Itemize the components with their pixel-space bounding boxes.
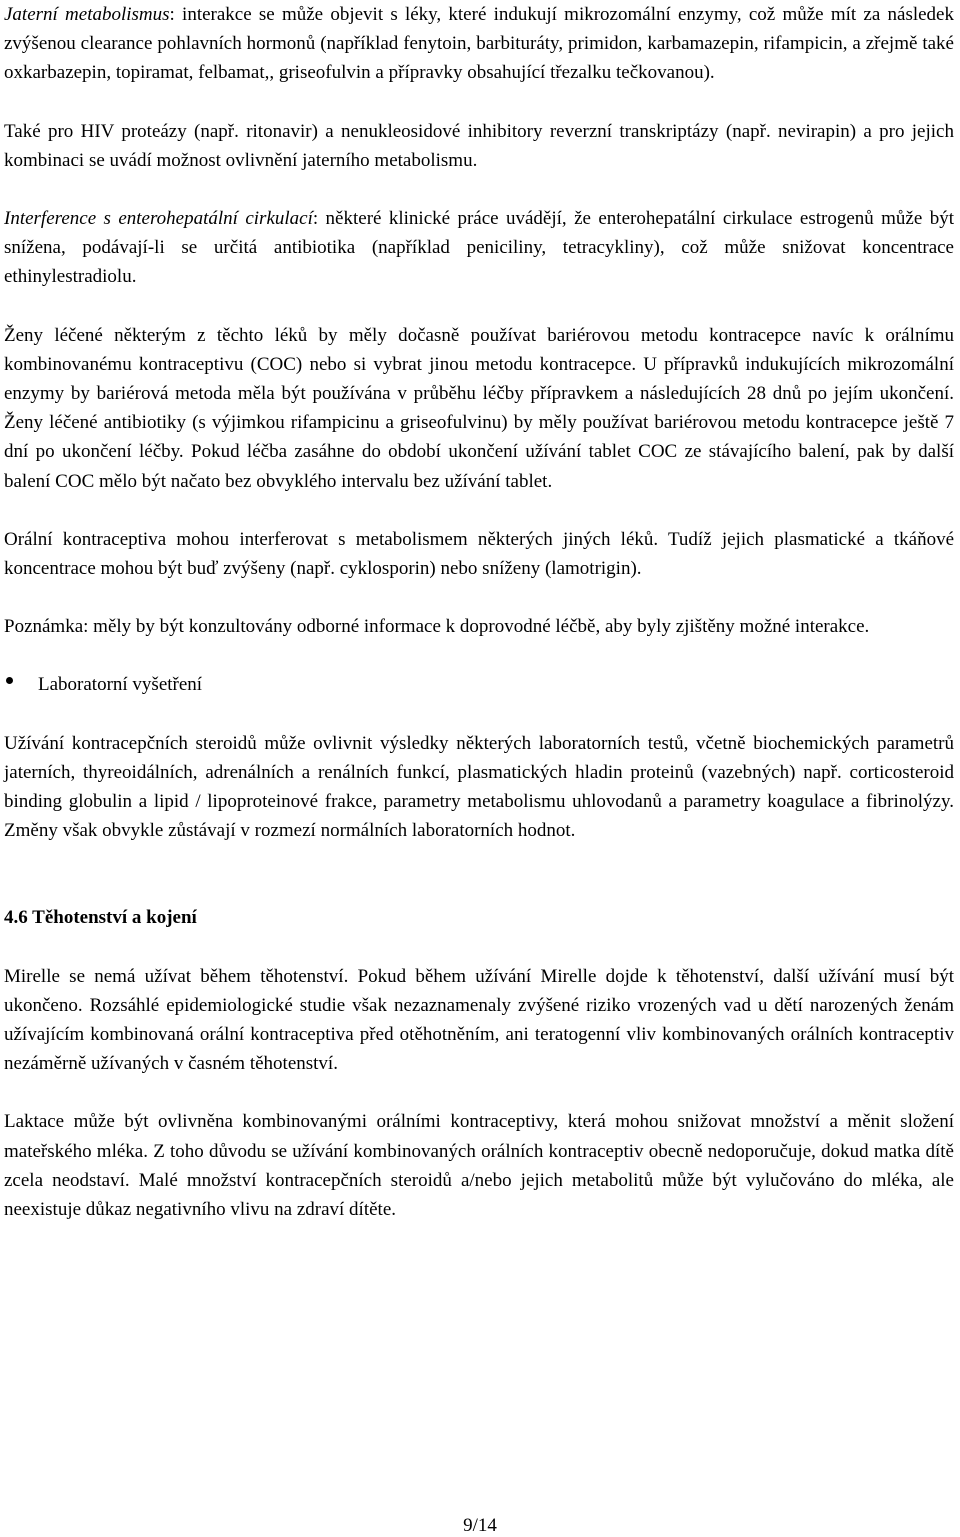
bullet-label: Laboratorní vyšetření [38,674,203,696]
bullet-item-lab-tests [4,670,954,699]
paragraph-text: : některé klinické práce uvádějí, že enterohepatální cirkulace estrogenů může být snížena, podávají-li se určitá antibiotika (například peniciliny, tetracykliny), což může snižovat koncentrace ethinylestradiolu. [4,208,954,288]
paragraph-hepatic-metabolism [4,0,954,88]
paragraph-enterohepatic [4,204,954,292]
paragraph-lab-tests: Užívání kontracepčních steroidů může ovlivnit výsledky některých laboratorních testů, včetně biochemických parametrů jaterních, thyreoidálních, adrenálních a renálních funkcí, plasmatických hladin proteinů (vazebných) např. corticosteroid binding globulin a lipid / lipoproteinové frakce, parametry metabolismu uhlovodanů a parametry koagulace a fibrinolýzy. Změny však obvykle zůstávají v rozmezí normálních laboratorních hodnot. [4,732,954,842]
document-page [4,0,954,1224]
paragraph-text: : interakce se může objevit s léky, které indukují mikrozomální enzymy, což může mít za následek zvýšenou clearance pohlavních hormonů (například fenytoin, barbituráty, primidon, karbamazepin, rifampicin, a zřejmě také oxkarbazepin, topiramat, felbamat,, griseofulvin a přípravky obsahující třezalku tečkovanou). [4,4,954,84]
term-hepatic-metabolism: Jaterní metabolismus [4,4,170,25]
paragraph-note: Poznámka: měly by být konzultovány odborné informace k doprovodné léčbě, aby byly zjištěny možné interakce. [4,616,870,638]
paragraph-barrier-method: Ženy léčené některým z těchto léků by měly dočasně používat bariérovou metodu kontracepce navíc k orálnímu kombinovanému kontraceptivu (COC) nebo si vybrat jinou metodu kontracepce. U přípravků indukujících mikrozomální enzymy by bariérová metoda měla být používána v průběhu léčby přípravkem a následujících 28 dnů po jejím ukončení. Ženy léčené antibiotiky (s výjimkou rifampicinu a griseofulvinu) by měly používat bariérovou metodu kontracepce ještě 7 dní po ukončení léčby. Pokud léčba zasáhne do období ukončení užívání tablet COC ze stávajícího balení, pak by další balení COC mělo být načato bez obvyklého intervalu bez užívání tablet. [4,324,954,492]
paragraph-lactation: Laktace může být ovlivněna kombinovanými orálními kontraceptivy, která mohou snižovat množství a měnit složení mateřského mléka. Z toho důvodu se užívání kombinovaných orálních kontraceptiv obecně nedoporučuje, dokud matka dítě zcela neodstaví. Malé množství kontracepčních steroidů a/nebo jejich metabolitů může být vylučováno do mléka, ale neexistuje důkaz negativního vlivu na zdraví dítěte. [4,1111,954,1221]
paragraph-oral-contraceptives-interference: Orální kontraceptiva mohou interferovat s metabolismem některých jiných léků. Tudíž jejich plasmatické a tkáňové koncentrace mohou být buď zvýšeny (např. cyklosporin) nebo sníženy (lamotrigin). [4,528,954,580]
paragraph-pregnancy: Mirelle se nemá užívat během těhotenství. Pokud během užívání Mirelle dojde k těhotenství, další užívání musí být ukončeno. Rozsáhlé epidemiologické studie však nezaznamenaly zvýšené riziko vrozených vad u dětí narozených ženám užívajícím kombinovaná orální kontraceptiva před otěhotněním, ani teratogenní vliv kombinovaných orálních kontraceptiv nezáměrně užívaných v časném těhotenství. [4,965,954,1075]
bullet-icon [4,678,38,690]
paragraph-hiv-proteases: Také pro HIV proteázy (např. ritonavir) a nenukleosidové inhibitory reverzní transkriptázy (např. nevirapin) a pro jejich kombinaci se uvádí možnost ovlivnění jaterního metabolismu. [4,120,954,171]
term-enterohepatic: Interference s enterohepatální cirkulací [4,208,313,230]
section-heading: 4.6 Těhotenství a kojení [4,907,197,929]
page-number: 9/14 [463,1515,497,1536]
